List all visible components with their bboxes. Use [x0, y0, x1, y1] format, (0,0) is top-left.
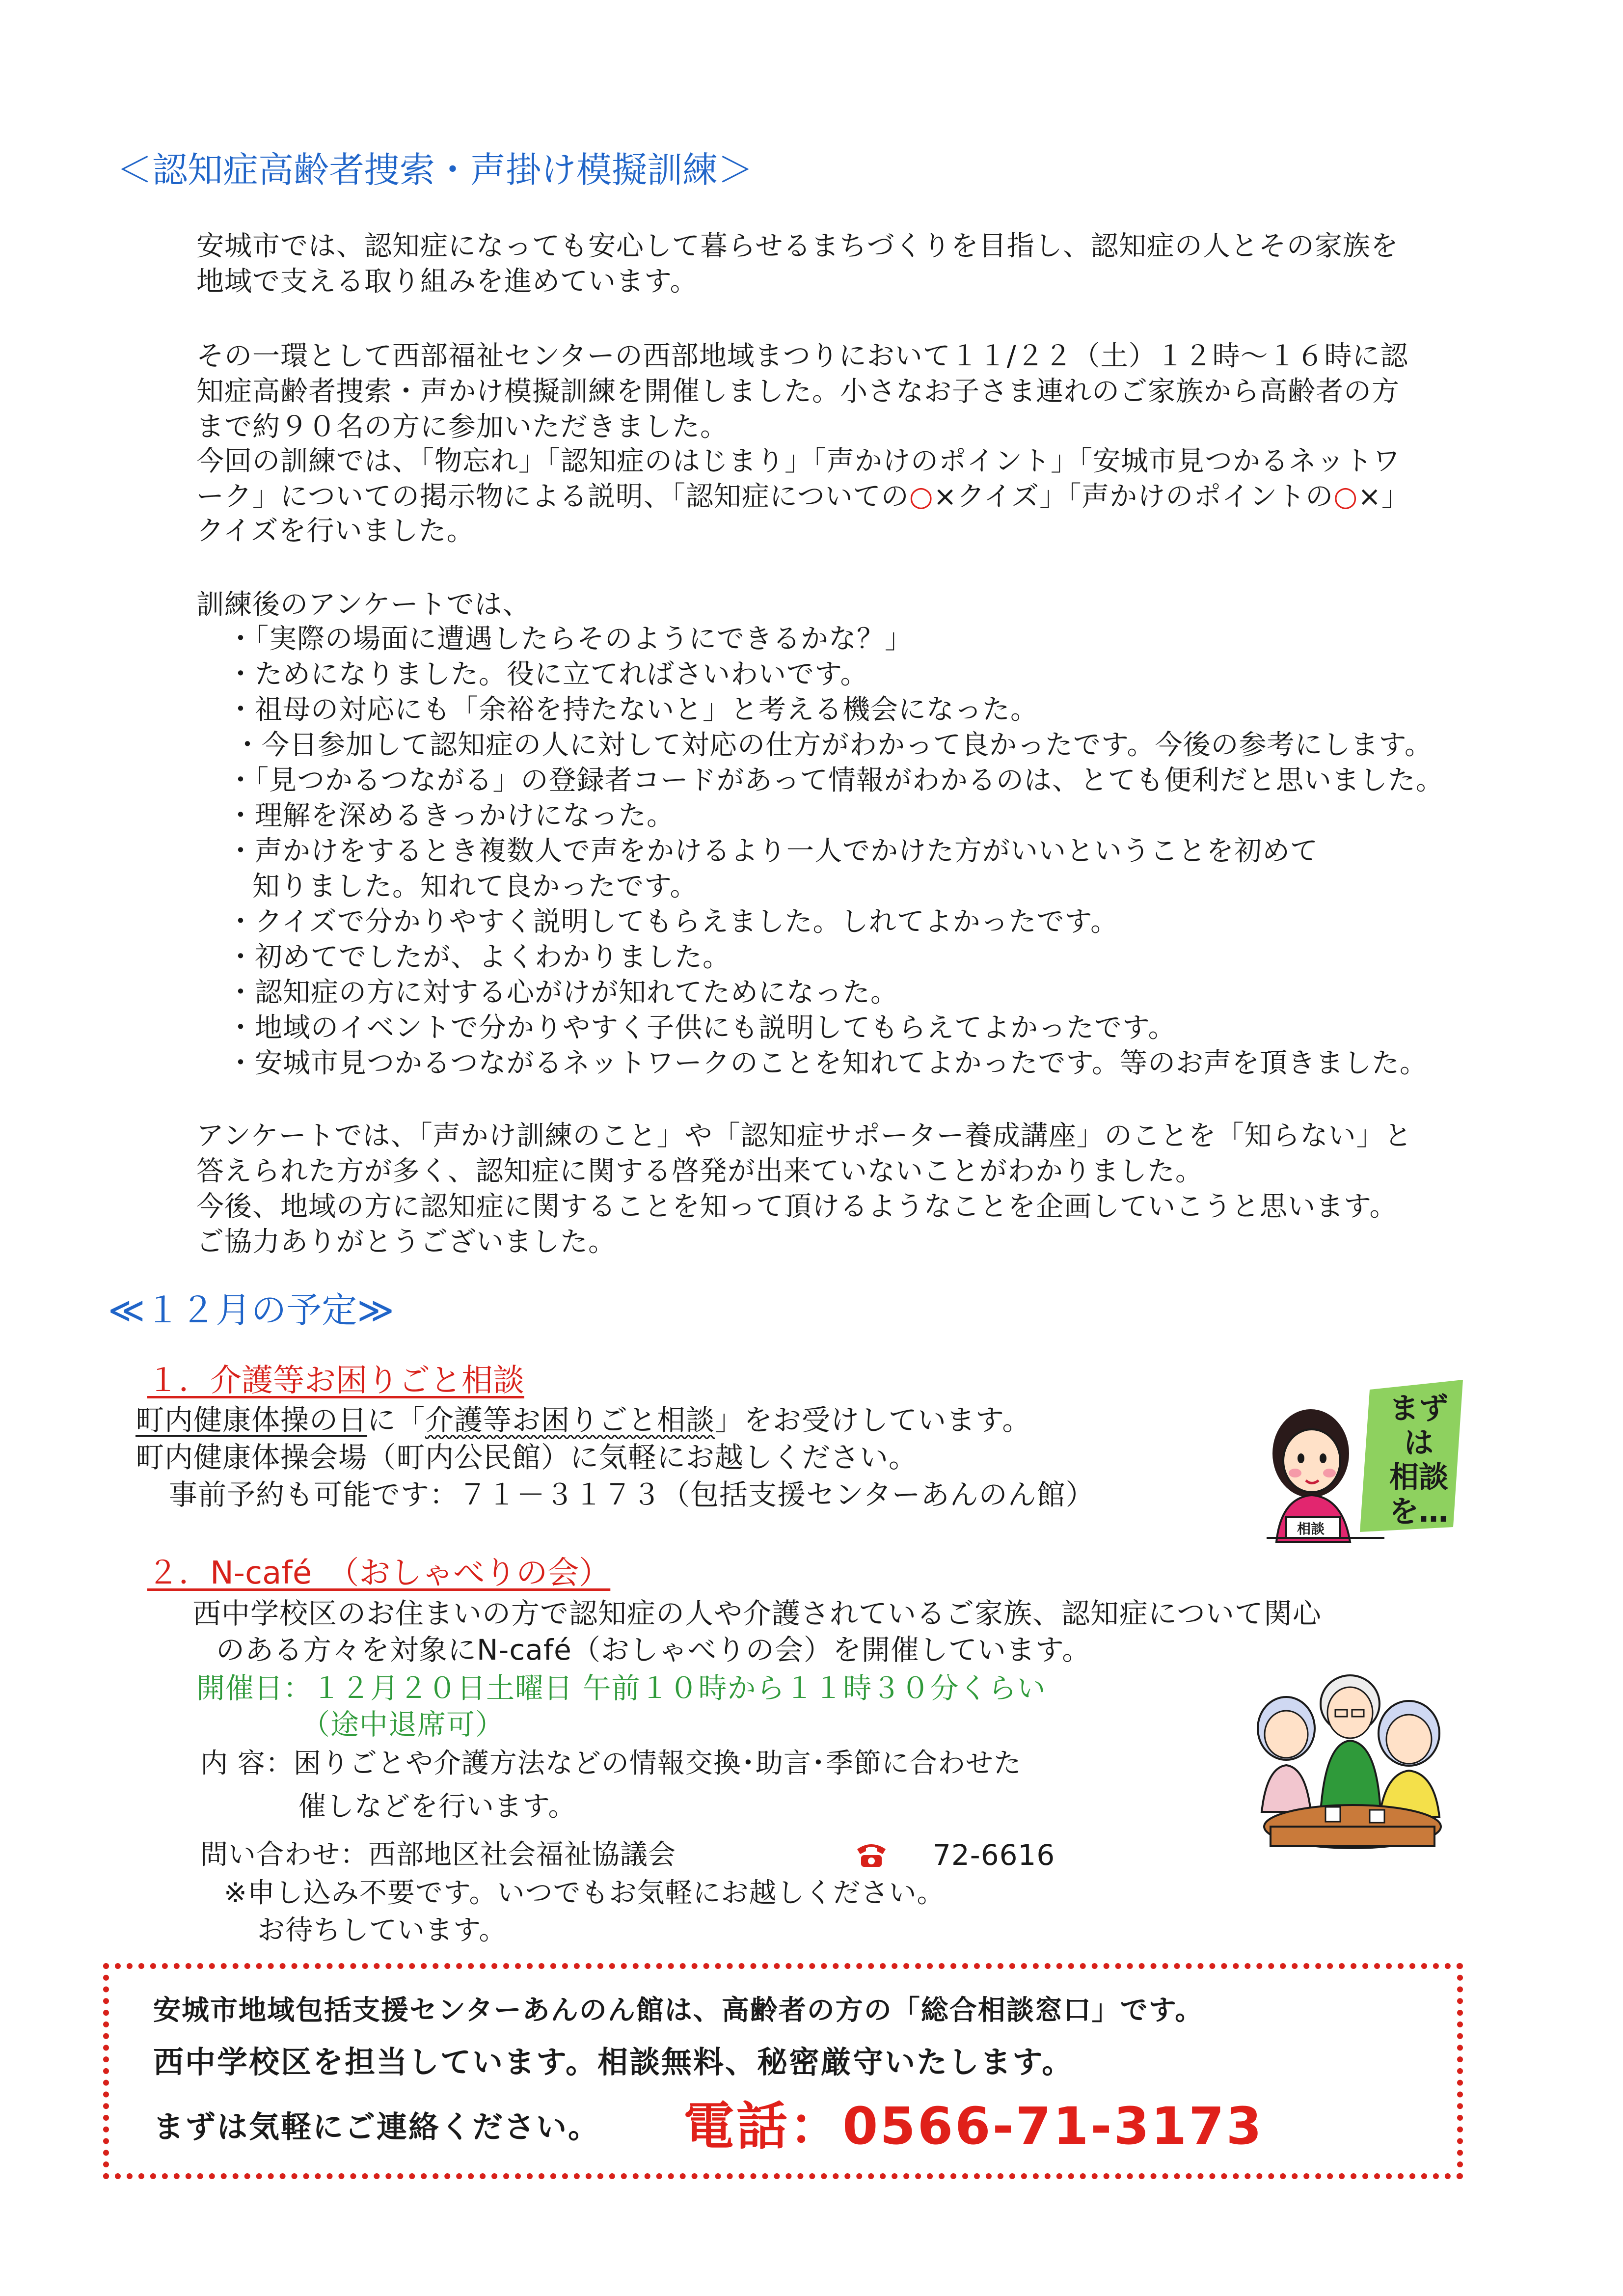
item1-line2: 町内健康体操会場（町内公民館）に気軽にお越しください。 [135, 1441, 918, 1474]
content-line: 催しなどを行います。 [298, 1791, 576, 1823]
footer-phone[interactable]: 電話：0566-71-3173 [683, 2096, 1264, 2156]
survey-item: ・理解を深めるきっかけになった。 [227, 800, 675, 832]
content-line [200, 1746, 1022, 1781]
caption-line: を… [1389, 1495, 1448, 1529]
paragraph-line: 地域で支える取り組みを進めています。 [196, 266, 698, 298]
survey-item: ・クイズで分かりやすく説明してもらえました。しれてよかったです。 [227, 906, 1119, 938]
contact-phone: 72-6616 [933, 1838, 1055, 1872]
footer-line: まずは気軽にご連絡ください。 [153, 2109, 600, 2145]
survey-item: 知りました。知れて良かったです。 [252, 871, 698, 902]
item2-line2: のある方々を対象にN-café（おしゃべりの会）を開催しています。 [216, 1633, 1091, 1667]
circle-mark: ○ [909, 481, 934, 513]
survey-item: ・安城市見つかるつながるネットワークのことを知れてよかったです。等のお声を頂きました。 [227, 1047, 1428, 1079]
survey-item: ・地域のイベントで分かりやすく子供にも説明してもらえてよかったです。 [227, 1012, 1176, 1044]
footer-line: 西中学校区を担当しています。相談無料、秘密厳守いたします。 [153, 2044, 1074, 2080]
paragraph-line: 安城市では、認知症になっても安心して暮らせるまちづくりを目指し、認知症の人とその家族を [196, 230, 1399, 262]
closing-line: アンケートでは、「声かけ訓練のこと」や「認知症サポーター養成講座」のことを「知らない」と [196, 1120, 1412, 1152]
item1-line1 [135, 1402, 1031, 1438]
contact-label: 問い合わせ：西部地区社会福祉協議会 [200, 1839, 676, 1871]
event-date-note: （途中退席可） [301, 1708, 505, 1741]
footer-line: 安城市地域包括支援センターあんのん館は、高齢者の方の「総合相談窓口」です。 [153, 1995, 1204, 2026]
paragraph-line [196, 479, 1409, 515]
paragraph-line: その一環として西部福祉センターの西部地域まつりにおいて１１/２２（土）１２時〜１６時に認 [196, 340, 1408, 372]
survey-item: ・声かけをするとき複数人で声をかけるより一人でかけた方がいいということを初めて [227, 835, 1318, 867]
text-run: ×」 [1358, 481, 1409, 513]
survey-item: ・祖母の対応にも「余裕を持たないと」と考える機会になった。 [227, 694, 1038, 726]
survey-item: ・「実際の場面に遭遇したらそのようにできるかな？」 [227, 623, 913, 655]
note-line: お待ちしています。 [257, 1914, 507, 1946]
text-run: ーク」についての掲示物による説明、「認知症についての [196, 481, 909, 513]
note-line: ※申し込み不要です。いつでもお気軽にお越しください。 [224, 1877, 945, 1909]
paragraph-line: まで約９０名の方に参加いただきました。 [196, 411, 728, 443]
consultation-illustration [1257, 1380, 1463, 1547]
caption-line: まずは [1389, 1392, 1448, 1460]
contact-info-box [103, 1963, 1463, 2179]
illustration-caption [1380, 1392, 1458, 1529]
item1-line3: 事前予約も可能です：７１－３１７３（包括支援センターあんのん館） [169, 1478, 1095, 1511]
text-run: 介護等お困りごと相談 [425, 1403, 715, 1437]
paragraph-line: クイズを行いました。 [196, 515, 475, 547]
survey-intro: 訓練後のアンケートでは、 [196, 589, 531, 621]
survey-item: ・初めてでしたが、よくわかりました。 [227, 941, 730, 973]
schedule-title: ≪１２月の予定≫ [108, 1289, 394, 1331]
circle-mark: ○ [1333, 481, 1358, 513]
closing-line: 今後、地域の方に認知症に関することを知って頂けるようなことを企画していこうと思います。 [196, 1191, 1398, 1223]
section-title: ＜認知症高齢者捜索・声掛け模擬訓練＞ [117, 149, 754, 191]
content-label: 内 容： [200, 1748, 294, 1779]
closing-line: ご協力ありがとうございました。 [196, 1226, 616, 1258]
caption-line: 相談 [1389, 1460, 1448, 1495]
text-run: 困りごとや介護方法などの情報交換･助言･季節に合わせた [293, 1748, 1022, 1779]
paragraph-line: 今回の訓練では、「物忘れ」「認知症のはじまり」「声かけのポイント」「安城市見つかるネットワ [196, 445, 1401, 477]
text-run: 」をお受けしています。 [715, 1403, 1031, 1437]
survey-item: ・認知症の方に対する心がけが知れてためになった。 [227, 977, 898, 1009]
phone-icon [854, 1841, 889, 1871]
survey-item: ・「見つかるつながる」の登録者コードがあって情報がわかるのは、とても便利だと思いました。 [227, 765, 1444, 796]
closing-line: 答えられた方が多く、認知症に関する啓発が出来ていないことがわかりました。 [196, 1155, 1203, 1187]
event-date: 開催日：１２月２０日土曜日 午前１０時から１１時３０分くらい [196, 1671, 1046, 1705]
text-run: ×クイズ」「声かけのポイントの [933, 481, 1334, 513]
elderly-group-illustration [1247, 1665, 1463, 1861]
text-run: に「 [367, 1403, 426, 1437]
survey-item: ・ためになりました。役に立てればさいわいです。 [227, 658, 868, 690]
item1-heading: １．介護等お困りごと相談 [147, 1363, 524, 1399]
item2-line1: 西中学校区のお住まいの方で認知症の人や介護されているご家族、認知症について関心 [192, 1597, 1322, 1630]
survey-item: ・今日参加して認知症の人に対して対応の仕方がわかって良かったです。今後の参考にします。 [234, 729, 1433, 761]
paragraph-line: 知症高齢者捜索・声かけ模擬訓練を開催しました。小さなお子さま連れのご家族から高齢者の方 [196, 376, 1400, 408]
text-run: 町内健康体操の日 [135, 1403, 368, 1437]
item2-heading: ２．N-café （おしゃべりの会） [147, 1555, 611, 1591]
illustration-tag: 相談 [1297, 1521, 1325, 1537]
elderly-people-icon [1247, 1665, 1463, 1861]
